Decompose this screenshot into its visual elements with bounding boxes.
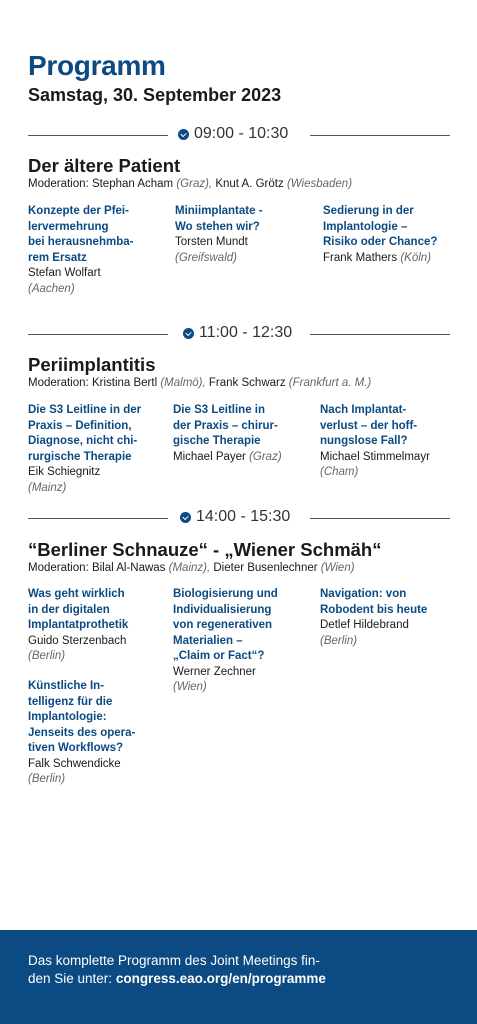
moderator-name: Kristina Bertl xyxy=(91,377,158,389)
moderator-name: Frank Schwarz xyxy=(208,377,286,389)
talk-city: (Berlin) xyxy=(28,650,66,662)
talk-city: (Berlin) xyxy=(320,634,358,647)
time-divider-session-1 xyxy=(28,125,450,145)
footer-text: Das komplette Programm des Joint Meetings fin- den Sie unter: congress.eao.org/en/programme xyxy=(28,953,326,986)
talk-city: (Wien) xyxy=(173,681,207,693)
talk-item xyxy=(173,403,308,465)
session-title: Periimplantitis xyxy=(28,354,156,375)
talk-title: Miniimplantate - Wo stehen wir? xyxy=(175,205,263,233)
talk-item xyxy=(320,587,460,649)
talk-speaker: Guido Sterzenbach xyxy=(28,634,127,647)
moderator-city: (Wiesbaden) xyxy=(286,178,353,190)
footer-banner xyxy=(0,930,477,1024)
moderator-city: (Wien) xyxy=(320,562,355,574)
moderation-line: Moderation: Kristina Bertl (Malmö), Frank Schwarz (Frankfurt a. M.) xyxy=(28,377,372,389)
talk-item xyxy=(323,204,463,266)
talk-item xyxy=(28,204,163,297)
talk-city: (Greifswald) xyxy=(175,251,237,264)
session-time: 11:00 - 12:30 xyxy=(199,324,293,341)
moderator-city: (Frankfurt a. M.) xyxy=(288,377,372,389)
moderation-line: Moderation: Bilal Al-Nawas (Mainz), Dieter Busenlechner (Wien) xyxy=(28,562,355,574)
talk-item xyxy=(175,204,310,266)
talk-speaker: Frank Mathers xyxy=(323,251,398,264)
session-title: Der ältere Patient xyxy=(28,155,181,176)
talk-city: (Aachen) xyxy=(28,282,75,295)
talk-item xyxy=(320,403,470,481)
page-title: Programm xyxy=(28,50,166,81)
session-time: 14:00 - 15:30 xyxy=(196,508,291,525)
talk-title: Konzepte der Pfei- lervermehrung bei herausnehmba- rem Ersatz xyxy=(28,205,134,264)
talk-item xyxy=(28,679,168,788)
talk-title: Nach Implantat- verlust – der hoff- nungslose Fall? xyxy=(320,404,418,447)
talk-item xyxy=(28,587,168,665)
talk-title: Navigation: von Robodent bis heute xyxy=(320,588,428,616)
talk-speaker: Torsten Mundt xyxy=(175,236,248,248)
talk-title: Die S3 Leitline in der Praxis – chirur- gische Therapie xyxy=(173,404,278,447)
session-title: “Berliner Schnauze“ - „Wiener Schmäh“ xyxy=(28,539,382,560)
moderator-name: Knut A. Grötz xyxy=(215,178,284,190)
moderator-name: Stephan Acham xyxy=(91,178,174,190)
clock-icon xyxy=(183,328,194,339)
talk-speaker: Detlef Hildebrand xyxy=(320,619,409,631)
talk-speaker: Michael Payer xyxy=(173,450,246,463)
clock-icon xyxy=(178,129,189,140)
talk-item xyxy=(173,587,308,696)
moderator-city: (Mainz), xyxy=(168,562,211,574)
programme-link[interactable]: congress.eao.org/en/programme xyxy=(115,971,326,986)
talk-city: (Köln) xyxy=(400,251,432,264)
talk-city: (Berlin) xyxy=(28,773,66,785)
moderator-name: Bilal Al-Nawas xyxy=(91,562,166,574)
moderator-city: (Graz), xyxy=(176,178,213,190)
page-subtitle: Samstag, 30. September 2023 xyxy=(28,85,282,105)
talk-title: Die S3 Leitline in der Praxis – Definition, Diagnose, nicht chi- rurgische Therapie xyxy=(28,404,142,463)
session-time: 09:00 - 10:30 xyxy=(194,125,289,142)
moderation-line: Moderation: Stephan Acham (Graz), Knut A. Grötz (Wiesbaden) xyxy=(28,178,353,190)
talk-title: Biologisierung und Individualisierung von regenerativen Materialien – „Claim or Fact“? xyxy=(173,588,278,662)
talk-speaker: Werner Zechner xyxy=(173,665,256,678)
talk-item xyxy=(28,403,168,496)
talk-city: (Cham) xyxy=(320,466,359,478)
time-divider-session-3 xyxy=(28,508,450,528)
moderator-name: Dieter Busenlechner xyxy=(213,562,318,574)
talk-speaker: Stefan Wolfart xyxy=(28,267,101,279)
moderator-city: (Malmö), xyxy=(160,377,206,389)
time-divider-session-2 xyxy=(28,324,450,344)
talk-speaker: Eik Schiegnitz xyxy=(28,466,101,478)
talk-title: Künstliche In- telligenz für die Implantologie: Jenseits des opera- tiven Workflows? xyxy=(28,680,136,754)
talk-title: Was geht wirklich in der digitalen Implantatprothetik xyxy=(28,588,129,631)
talk-city: (Mainz) xyxy=(28,481,67,494)
talk-city: (Graz) xyxy=(249,450,282,463)
talk-speaker: Falk Schwendicke xyxy=(28,757,121,770)
talk-title: Sedierung in der Implantologie – Risiko oder Chance? xyxy=(323,205,438,248)
talk-speaker: Michael Stimmelmayr xyxy=(320,450,430,463)
clock-icon xyxy=(180,512,191,523)
